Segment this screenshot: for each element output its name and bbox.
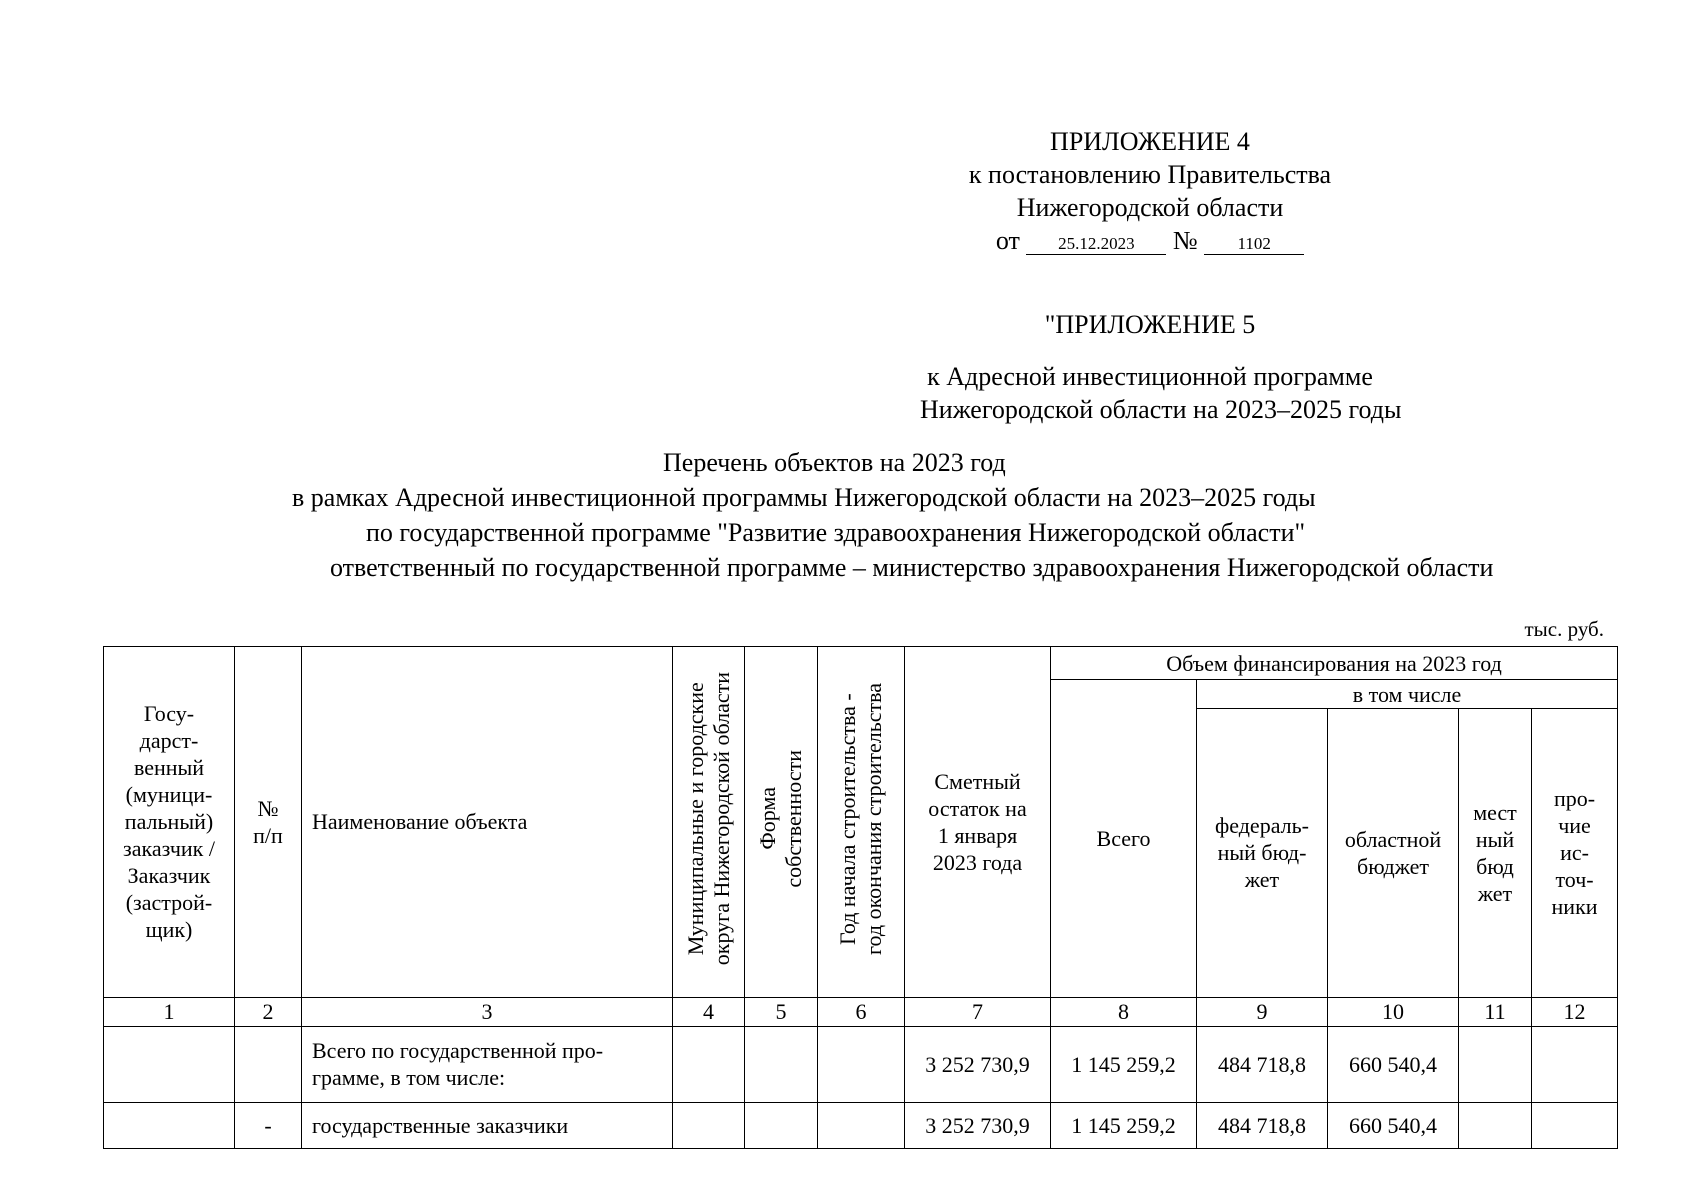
doc-title-line4: ответственный по государственной программе – министерство здравоохранения Нижегородской области (330, 553, 1494, 582)
objects-table (103, 646, 1618, 1149)
cell-num (235, 1026, 302, 1102)
header-regional: областной бюджет (1328, 709, 1459, 998)
cell-customer (104, 1102, 235, 1148)
cell-municipality (673, 1102, 745, 1148)
header-num: № п/п (235, 647, 302, 998)
cell-name: государственные заказчики (302, 1102, 673, 1148)
col-number: 5 (745, 997, 818, 1026)
cell-total: 1 145 259,2 (1051, 1102, 1197, 1148)
appendix5-block (920, 308, 1380, 341)
decree-number: 1102 (1204, 234, 1304, 255)
cell-regional: 660 540,4 (1328, 1102, 1459, 1148)
col-number: 9 (1197, 997, 1328, 1026)
cell-years (818, 1102, 905, 1148)
col-number: 8 (1051, 997, 1197, 1026)
col-number: 3 (302, 997, 673, 1026)
appendix4-line2: Нижегородской области (1016, 193, 1284, 222)
cell-ownership (745, 1026, 818, 1102)
header-financing: Объем финансирования на 2023 год (1051, 647, 1618, 680)
col-number: 12 (1532, 997, 1618, 1026)
cell-federal: 484 718,8 (1197, 1102, 1328, 1148)
cell-name: Всего по государственной про- грамме, в том числе: (302, 1026, 673, 1102)
header-municipality: Муниципальные и городские округа Нижегородской области (673, 647, 745, 998)
header-local: мест ный бюд жет (1459, 709, 1532, 998)
doc-title-line2: в рамках Адресной инвестиционной программы Нижегородской области на 2023–2025 годы (292, 483, 1316, 512)
appendix4-title: ПРИЛОЖЕНИЕ 4 (1050, 127, 1250, 156)
cell-local (1459, 1026, 1532, 1102)
cell-other (1532, 1102, 1618, 1148)
cell-customer (104, 1026, 235, 1102)
doc-title-line1: Перечень объектов на 2023 год (663, 448, 1006, 477)
doc-title-line3: по государственной программе "Развитие здравоохранения Нижегородской области" (366, 518, 1306, 547)
unit-label: тыс. руб. (1524, 617, 1604, 641)
cell-ownership (745, 1102, 818, 1148)
header-other: про- чие ис- точ- ники (1532, 709, 1618, 998)
header-including: в том числе (1197, 680, 1618, 709)
appendix4-block (920, 125, 1380, 257)
cell-years (818, 1026, 905, 1102)
appendix4-date-line (920, 224, 1380, 257)
appendix5-title: "ПРИЛОЖЕНИЕ 5 (1044, 310, 1256, 339)
col-number: 1 (104, 997, 235, 1026)
date-prefix: от (995, 226, 1020, 255)
cell-other (1532, 1026, 1618, 1102)
cell-estimate: 3 252 730,9 (905, 1026, 1051, 1102)
table-row (104, 1102, 1618, 1148)
appendix5-line2: Нижегородской области на 2023–2025 годы (920, 395, 1402, 424)
cell-num: - (235, 1102, 302, 1148)
col-number: 2 (235, 997, 302, 1026)
column-numbers-row (104, 997, 1618, 1026)
appendix4-line1: к постановлению Правительства (968, 160, 1332, 189)
header-row-1 (104, 647, 1618, 680)
col-number: 10 (1328, 997, 1459, 1026)
cell-estimate: 3 252 730,9 (905, 1102, 1051, 1148)
cell-total: 1 145 259,2 (1051, 1026, 1197, 1102)
header-total: Всего (1051, 680, 1197, 998)
header-estimate: Сметный остаток на 1 января 2023 года (905, 647, 1051, 998)
table-row (104, 1026, 1618, 1102)
header-ownership: Форма собственности (745, 647, 818, 998)
appendix5-line1: к Адресной инвестиционной программе (927, 362, 1373, 391)
header-name: Наименование объекта (302, 647, 673, 998)
cell-federal: 484 718,8 (1197, 1026, 1328, 1102)
decree-date: 25.12.2023 (1026, 234, 1166, 255)
cell-municipality (673, 1026, 745, 1102)
number-sign: № (1172, 226, 1198, 255)
cell-local (1459, 1102, 1532, 1148)
col-number: 7 (905, 997, 1051, 1026)
col-number: 11 (1459, 997, 1532, 1026)
cell-regional: 660 540,4 (1328, 1026, 1459, 1102)
col-number: 6 (818, 997, 905, 1026)
header-federal: федераль- ный бюд- жет (1197, 709, 1328, 998)
appendix5-subtitle (920, 360, 1402, 426)
header-customer: Госу- дарст- венный (муници- пальный) заказчик / Заказчик (застрой- щик) (104, 647, 235, 998)
header-years: Год начала строительства - год окончания строительства (818, 647, 905, 998)
col-number: 4 (673, 997, 745, 1026)
